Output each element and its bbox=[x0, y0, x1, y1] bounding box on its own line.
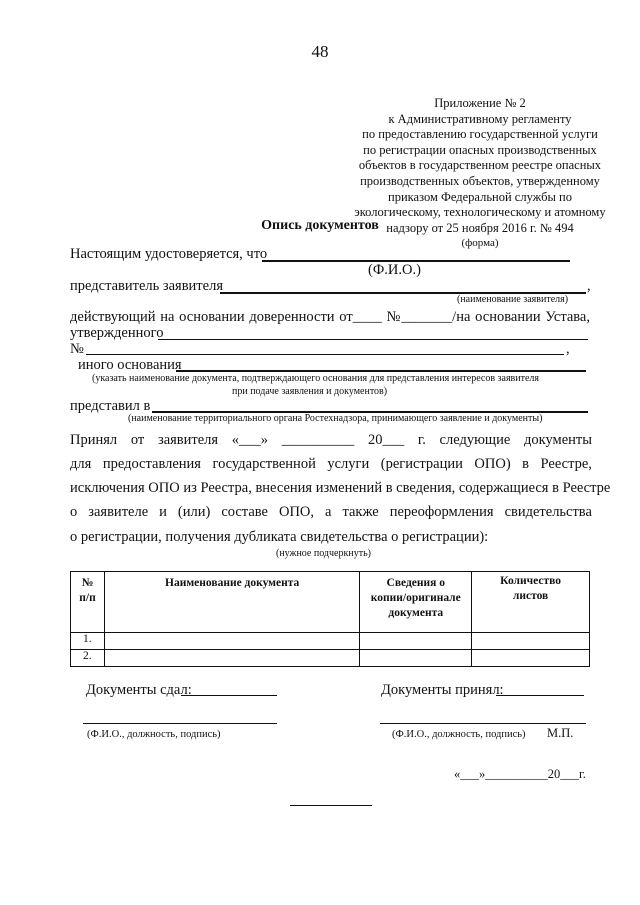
header-sheet-count-label: Количество листов bbox=[500, 575, 561, 602]
word: свидетельства bbox=[504, 504, 592, 520]
representative-comma: , bbox=[587, 278, 591, 294]
header-number-label: № п/п bbox=[79, 577, 96, 604]
appendix-line: объектов в государственном реестре опасных bbox=[358, 158, 602, 173]
signature-hint-left: (Ф.И.О., должность, подпись) bbox=[87, 729, 221, 740]
word: предоставления bbox=[102, 456, 201, 472]
word: в bbox=[522, 456, 530, 472]
underline-hint: (нужное подчеркнуть) bbox=[276, 548, 371, 559]
header-number bbox=[71, 572, 105, 633]
signature-line-left[interactable] bbox=[83, 723, 277, 724]
table-header-row bbox=[71, 572, 590, 633]
word: и bbox=[159, 504, 167, 520]
word: Принял bbox=[70, 432, 118, 448]
month-blank[interactable]: __________ bbox=[281, 432, 355, 448]
appendix-line: по регистрации опасных производственных bbox=[363, 142, 597, 157]
word: следующие bbox=[439, 432, 511, 448]
paragraph-line-2 bbox=[70, 456, 592, 473]
appendix-line: производственных объектов, утвержденному bbox=[360, 173, 600, 188]
day-blank[interactable]: «___» bbox=[231, 432, 269, 448]
accepted-label: Документы принял: bbox=[381, 682, 504, 698]
other-basis-field-line[interactable] bbox=[176, 370, 586, 372]
copy-info-cell[interactable] bbox=[360, 633, 472, 650]
word: о bbox=[70, 504, 78, 520]
word: переоформления bbox=[389, 504, 494, 520]
footer-divider bbox=[290, 805, 372, 806]
date-line[interactable]: «___»__________20___г. bbox=[454, 767, 586, 781]
row-number: 1. bbox=[71, 633, 105, 650]
sheet-count-cell[interactable] bbox=[472, 650, 590, 667]
seal-label: М.П. bbox=[547, 726, 574, 740]
document-name-cell[interactable] bbox=[104, 650, 359, 667]
row-number: 2. bbox=[71, 650, 105, 667]
documents-table bbox=[70, 571, 590, 667]
handed-over-field-line[interactable] bbox=[181, 695, 277, 696]
paragraph-line-1 bbox=[70, 432, 592, 449]
accepted-field-line[interactable] bbox=[496, 695, 584, 696]
copy-info-cell[interactable] bbox=[360, 650, 472, 667]
form-label: (форма) bbox=[461, 237, 499, 250]
fio-hint: (Ф.И.О.) bbox=[368, 262, 421, 278]
word: также bbox=[342, 504, 379, 520]
approved-field-line[interactable] bbox=[158, 339, 588, 340]
certify-label: Настоящим удостоверяется, что bbox=[70, 246, 268, 262]
header-copy-info-label: Сведения о копии/оригинале документа bbox=[370, 577, 461, 619]
year-blank[interactable]: 20___ bbox=[367, 432, 405, 448]
handed-over-label: Документы сдал: bbox=[86, 682, 192, 698]
authority-hint: (наименование территориального органа Ростехнадзора, принимающего заявление и документы) bbox=[128, 413, 543, 424]
other-basis-label: иного основания bbox=[78, 357, 182, 373]
number-field-line[interactable] bbox=[86, 354, 564, 355]
word: г. bbox=[417, 432, 426, 448]
paragraph-line-3: исключения ОПО из Реестра, внесения изменений в сведения, содержащиеся в Реестре bbox=[70, 480, 611, 496]
document-name-cell[interactable] bbox=[104, 633, 359, 650]
appendix-line: экологическому, технологическому и атомному bbox=[354, 205, 606, 220]
word: для bbox=[70, 456, 92, 472]
applicant-name-hint: (наименование заявителя) bbox=[457, 294, 569, 305]
header-document-name-label: Наименование документа bbox=[165, 577, 300, 589]
page-number: 48 bbox=[311, 42, 329, 61]
word: услуги bbox=[327, 456, 370, 472]
word: (или) bbox=[177, 504, 211, 520]
proxy-line: действующий на основании доверенности от____ №_______/на основании Устава, bbox=[70, 309, 590, 325]
signature-line-right[interactable] bbox=[380, 723, 586, 724]
word: документы bbox=[524, 432, 592, 448]
word: а bbox=[325, 504, 332, 520]
word: Реестре, bbox=[540, 456, 592, 472]
word: ОПО, bbox=[278, 504, 315, 520]
number-label: № bbox=[70, 341, 84, 357]
appendix-line: приказом Федеральной службы по bbox=[388, 189, 572, 204]
header-sheet-count bbox=[472, 572, 590, 633]
word: заявителя bbox=[157, 432, 219, 448]
header-copy-info bbox=[360, 572, 472, 633]
appendix-line: Приложение № 2 bbox=[434, 96, 526, 110]
table-row bbox=[71, 633, 590, 650]
header-document-name bbox=[104, 572, 359, 633]
word: составе bbox=[221, 504, 268, 520]
appendix-line: по предоставлению государственной услуги bbox=[362, 127, 598, 142]
paragraph-line-4 bbox=[70, 504, 592, 521]
basis-hint-1: (указать наименование документа, подтверждающего основания для представления интересов заявителя bbox=[92, 373, 540, 384]
word: от bbox=[130, 432, 145, 448]
word: ОПО) bbox=[474, 456, 511, 472]
approved-label: утвержденного bbox=[70, 325, 164, 341]
basis-hint-2: при подаче заявления и документов) bbox=[232, 386, 388, 397]
sheet-count-cell[interactable] bbox=[472, 633, 590, 650]
appendix-line: надзору от 25 ноября 2016 г. № 494 bbox=[386, 220, 574, 235]
word: заявителе bbox=[88, 504, 149, 520]
appendix-line: к Административному регламенту bbox=[388, 111, 572, 126]
table-row bbox=[71, 650, 590, 667]
word: (регистрации bbox=[380, 456, 463, 472]
representative-label: представитель заявителя bbox=[70, 278, 223, 294]
paragraph-line-5: о регистрации, получения дубликата свидетельства о регистрации): bbox=[70, 529, 489, 545]
word: государственной bbox=[212, 456, 316, 472]
number-comma: , bbox=[566, 341, 570, 357]
submitted-label: представил в bbox=[70, 398, 151, 414]
signature-hint-right: (Ф.И.О., должность, подпись) bbox=[392, 729, 526, 740]
document-title: Опись документов bbox=[261, 218, 379, 233]
